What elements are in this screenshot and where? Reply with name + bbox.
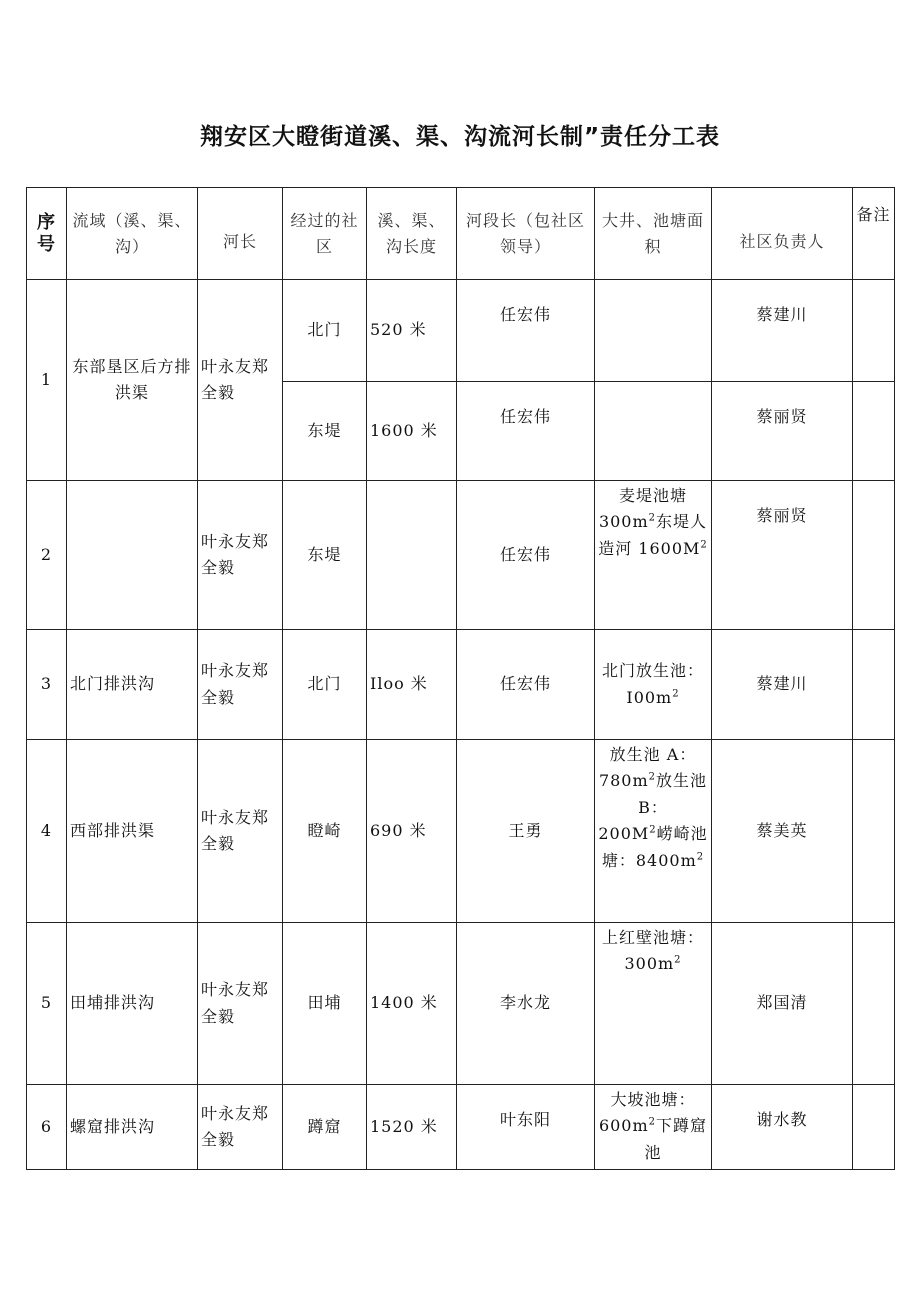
area-text: 东堤人造河 1600M [598, 512, 708, 558]
header-section-chief: 河段长（包社区领导） [457, 188, 595, 280]
cell-length: 690 米 [367, 740, 457, 923]
header-leader: 社区负责人 [712, 188, 853, 280]
cell-section-chief: 任宏伟 [457, 481, 595, 630]
cell-community: 北门 [283, 630, 367, 740]
cell-chief: 叶永友郑全毅 [198, 481, 283, 630]
cell-basin: 北门排洪沟 [67, 630, 198, 740]
cell-chief: 叶永友郑全毅 [198, 740, 283, 923]
cell-length: 520 米 [367, 280, 457, 382]
cell-area [595, 481, 712, 630]
area-text: I00m [626, 687, 673, 707]
area-unit-sup: 2 [648, 1117, 657, 1129]
cell-note [853, 630, 895, 740]
cell-chief: 叶永友郑全毅 [198, 923, 283, 1085]
cell-seq: 2 [27, 481, 67, 630]
table-row [27, 923, 895, 1085]
header-seq: 序号 [27, 188, 67, 280]
header-length: 溪、渠、沟长度 [367, 188, 457, 280]
cell-note [853, 923, 895, 1085]
page-title: 翔安区大瞪街道溪、渠、沟流河长制”责任分工表 [199, 124, 721, 150]
cell-community: 瞪崎 [283, 740, 367, 923]
cell-length: 1520 米 [367, 1085, 457, 1170]
header-chief: 河长 [198, 188, 283, 280]
area-unit-sup: 2 [648, 772, 657, 784]
area-text: 200M [598, 824, 650, 844]
cell-note [853, 382, 895, 481]
table-row [27, 740, 895, 923]
cell-community: 东堤 [283, 382, 367, 481]
cell-community: 北门 [283, 280, 367, 382]
cell-note [853, 740, 895, 923]
table-row [27, 280, 895, 382]
header-community: 经过的社区 [283, 188, 367, 280]
cell-section-chief: 王勇 [457, 740, 595, 923]
area-unit-sup: 2 [648, 513, 657, 525]
cell-length: 1600 米 [367, 382, 457, 481]
area-text: 300m [598, 512, 649, 532]
cell-length: Iloo 米 [367, 630, 457, 740]
area-text: 北门放生池： [601, 661, 704, 681]
cell-chief: 叶永友郑全毅 [198, 1085, 283, 1170]
cell-community: 蹲窟 [283, 1085, 367, 1170]
cell-area [595, 280, 712, 382]
cell-length [367, 481, 457, 630]
cell-community: 东堤 [283, 481, 367, 630]
cell-area [595, 1085, 712, 1170]
cell-leader: 谢水教 [712, 1085, 853, 1170]
area-unit-sup: 2 [700, 539, 708, 551]
cell-area [595, 382, 712, 481]
cell-leader: 蔡建川 [712, 630, 853, 740]
header-area: 大井、池塘面积 [595, 188, 712, 280]
cell-leader: 蔡建川 [712, 280, 853, 382]
cell-seq: 5 [27, 923, 67, 1085]
header-basin: 流域（溪、渠、沟） [67, 188, 198, 280]
cell-basin: 螺窟排洪沟 [67, 1085, 198, 1170]
area-text: 300m [624, 954, 675, 974]
cell-section-chief: 李水龙 [457, 923, 595, 1085]
cell-note [853, 481, 895, 630]
area-text: 780m [598, 771, 649, 791]
cell-seq: 1 [27, 280, 67, 481]
cell-length: 1400 米 [367, 923, 457, 1085]
cell-area [595, 923, 712, 1085]
cell-section-chief: 任宏伟 [457, 280, 595, 382]
table-row [27, 1085, 895, 1170]
cell-leader: 蔡丽贤 [712, 382, 853, 481]
cell-seq: 3 [27, 630, 67, 740]
cell-area [595, 630, 712, 740]
cell-leader: 蔡美英 [712, 740, 853, 923]
area-unit-sup: 2 [674, 955, 682, 967]
area-unit-sup: 2 [672, 688, 680, 700]
area-unit-sup: 2 [649, 824, 657, 836]
area-unit-sup: 2 [696, 851, 705, 863]
cell-seq: 4 [27, 740, 67, 923]
table-row [27, 630, 895, 740]
area-text: 放生池 A： [609, 745, 697, 764]
table-row [27, 481, 895, 630]
cell-area [595, 740, 712, 923]
cell-community: 田埔 [283, 923, 367, 1085]
header-row [27, 188, 895, 280]
area-text: 麦堤池塘 [618, 486, 687, 505]
cell-leader: 郑国清 [712, 923, 853, 1085]
cell-section-chief: 任宏伟 [457, 630, 595, 740]
cell-note [853, 1085, 895, 1170]
cell-note [853, 280, 895, 382]
cell-section-chief: 叶东阳 [457, 1085, 595, 1170]
cell-basin: 田埔排洪沟 [67, 923, 198, 1085]
area-text: 上红壁池塘： [601, 928, 704, 947]
cell-basin [67, 481, 198, 630]
cell-basin: 东部垦区后方排洪渠 [67, 280, 198, 481]
area-text: 放生池B： [638, 771, 708, 817]
area-text: 大坡池塘： [610, 1090, 696, 1109]
cell-chief: 叶永友郑全毅 [198, 280, 283, 481]
cell-section-chief: 任宏伟 [457, 382, 595, 481]
cell-basin: 西部排洪渠 [67, 740, 198, 923]
cell-seq: 6 [27, 1085, 67, 1170]
header-note: 备注 [853, 188, 895, 280]
area-text: 600m [598, 1116, 649, 1136]
area-text: 崂崎池塘：8400m [601, 824, 708, 870]
area-text: 下蹲窟池 [644, 1116, 708, 1162]
cell-leader: 蔡丽贤 [712, 481, 853, 630]
responsibility-table [26, 187, 895, 1170]
cell-chief: 叶永友郑全毅 [198, 630, 283, 740]
